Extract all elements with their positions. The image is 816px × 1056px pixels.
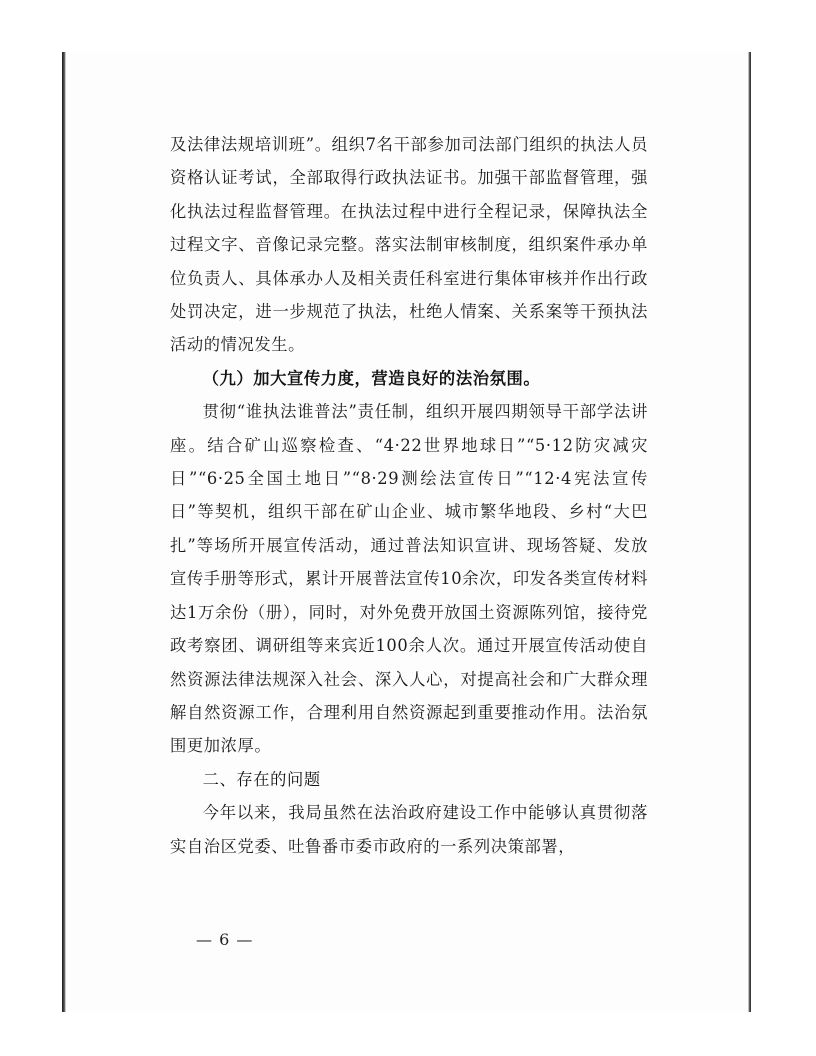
paragraph-training-continuation: 及法律法规培训班”。组织7名干部参加司法部门组织的执法人员资格认证考试，全部取得行政执法证书。加强干部监督管理，强化执法过程监督管理。在执法过程中进行全程记录，保障执法全过程文字、音像记录完整。落实法制审核制度，组织案件承办单位负责人、具体承办人及相关责任科室进行集体审核并作出行政处罚决定，进一步规范了执法，杜绝人情案、关系案等干预执法活动的情况发生。 <box>170 135 648 355</box>
section-heading-existing-problems: 二、存在的问题 <box>202 769 321 789</box>
section-heading-publicity: （九）加大宣传力度，营造良好的法治氛围。 <box>202 368 541 388</box>
page-number: — 6 — <box>196 930 254 949</box>
paragraph-publicity-activities: 贯彻“谁执法谁普法”责任制，组织开展四期领导干部学法讲座。结合矿山巡察检查、“4·22世界地球日”“5·12防灾减灾日”“6·25全国土地日”“8·29测绘法宣传日”“12·4宪法宣传日”等契机，组织干部在矿山企业、城市繁华地段、乡村“大巴扎”等场所开展宣传活动，通过普法知识宣讲、现场答疑、发放宣传手册等形式，累计开展普法宣传10余次，印发各类宣传材料达1万余份（册），同时，对外免费开放国土资源陈列馆，接待党政考察团、调研组等来宾近100余人次。通过开展宣传活动使自然资源法律法规深入社会、深入人心，对提高社会和广大群众理解自然资源工作，合理利用自然资源起到重要推动作用。法治氛围更加浓厚。 <box>170 402 648 756</box>
paragraph-problems-intro: 今年以来，我局虽然在法治政府建设工作中能够认真贯彻落实自治区党委、吐鲁番市委市政府的一系列决策部署， <box>170 803 648 856</box>
document-body <box>170 128 648 863</box>
page-right-edge-shadow <box>748 52 751 1012</box>
